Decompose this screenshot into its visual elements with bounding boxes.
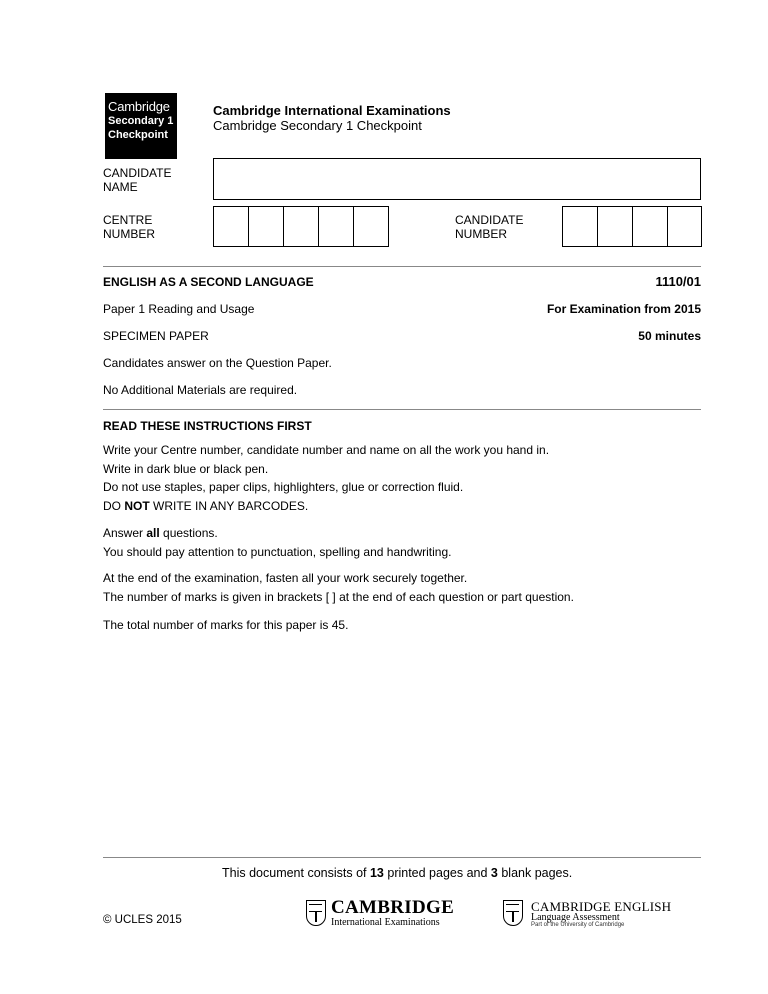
- text: WRITE IN ANY BARCODES.: [149, 498, 309, 513]
- instructions-block-4: [103, 616, 703, 635]
- text: This document consists of: [222, 866, 370, 880]
- instructions-block-3: [103, 569, 703, 606]
- instructions-block-1: [103, 441, 703, 515]
- footer-divider: [103, 857, 701, 858]
- centre-digit-box[interactable]: [284, 206, 319, 247]
- cie-logo-sub: International Examinations: [331, 917, 440, 928]
- paper-code: 1110/01: [655, 274, 701, 289]
- duration: 50 minutes: [638, 329, 701, 343]
- logo-line1: Cambridge: [108, 99, 170, 114]
- candidate-digit-box[interactable]: [633, 206, 668, 247]
- copyright: © UCLES 2015: [103, 914, 182, 926]
- divider: [103, 266, 701, 267]
- cie-logo: [306, 898, 486, 932]
- text: printed pages and: [383, 866, 491, 880]
- divider: [103, 409, 701, 410]
- org-title: Cambridge International Examinations: [213, 103, 451, 118]
- text: Answer: [103, 526, 147, 540]
- paper-name: Paper 1 Reading and Usage: [103, 302, 255, 316]
- text: questions.: [159, 526, 218, 540]
- ce-logo-sub2: Part of the University of Cambridge: [531, 922, 625, 928]
- instruction-line: You should pay attention to punctuation, spelling and handwriting.: [103, 544, 452, 559]
- instruction-line: At the end of the examination, fasten all your work securely together.: [103, 571, 468, 585]
- materials: No Additional Materials are required.: [103, 383, 298, 397]
- logo-line3: Checkpoint: [108, 129, 168, 141]
- checkpoint-logo: [105, 93, 177, 159]
- blank-count: 3: [490, 866, 498, 880]
- centre-number-label: CENTRE NUMBER: [103, 213, 156, 241]
- instruction-line: Write your Centre number, candidate number and name on all the work you hand in.: [103, 443, 550, 457]
- logo-line2: Secondary 1: [108, 115, 174, 127]
- answer-on: Candidates answer on the Question Paper.: [103, 356, 332, 370]
- text: DO: [103, 498, 125, 513]
- printed-count: 13: [369, 866, 384, 880]
- ce-logo-title: CAMBRIDGE ENGLISH: [531, 899, 672, 914]
- crest-icon: [306, 900, 326, 926]
- centre-number-field[interactable]: [213, 206, 389, 247]
- candidate-name-label: CANDIDATE NAME: [103, 166, 172, 194]
- program-title: Cambridge Secondary 1 Checkpoint: [213, 118, 422, 133]
- subject-title: ENGLISH AS A SECOND LANGUAGE: [103, 275, 314, 289]
- emphasis: NOT: [124, 498, 150, 513]
- ce-logo-sub: Language Assessment: [531, 912, 620, 923]
- instructions-block-2: [103, 524, 703, 561]
- candidate-digit-box[interactable]: [668, 206, 702, 247]
- candidate-name-field[interactable]: [213, 158, 701, 200]
- candidate-digit-box[interactable]: [562, 206, 598, 247]
- centre-digit-box[interactable]: [354, 206, 389, 247]
- instruction-line: [103, 524, 703, 543]
- instruction-line: [103, 497, 703, 516]
- exam-from: For Examination from 2015: [546, 302, 701, 316]
- cambridge-english-logo: [503, 898, 703, 932]
- instructions-heading: READ THESE INSTRUCTIONS FIRST: [103, 419, 312, 433]
- instruction-line: The total number of marks for this paper is 45.: [103, 618, 349, 632]
- candidate-digit-box[interactable]: [598, 206, 633, 247]
- centre-digit-box[interactable]: [213, 206, 249, 247]
- instruction-line: Write in dark blue or black pen.: [103, 461, 269, 476]
- centre-digit-box[interactable]: [319, 206, 354, 247]
- candidate-number-label: CANDIDATE NUMBER: [455, 213, 524, 241]
- instruction-line: Do not use staples, paper clips, highlighters, glue or correction fluid.: [103, 480, 464, 494]
- text: blank pages.: [497, 866, 573, 880]
- cie-logo-title: CAMBRIDGE: [331, 897, 455, 918]
- centre-digit-box[interactable]: [249, 206, 284, 247]
- crest-icon: [503, 900, 523, 926]
- instruction-line: The number of marks is given in brackets [ ] at the end of each question or part question.: [103, 589, 574, 604]
- candidate-number-field[interactable]: [562, 206, 702, 247]
- specimen-label: SPECIMEN PAPER: [103, 329, 209, 343]
- page-count: [222, 866, 572, 880]
- emphasis: all: [146, 526, 160, 540]
